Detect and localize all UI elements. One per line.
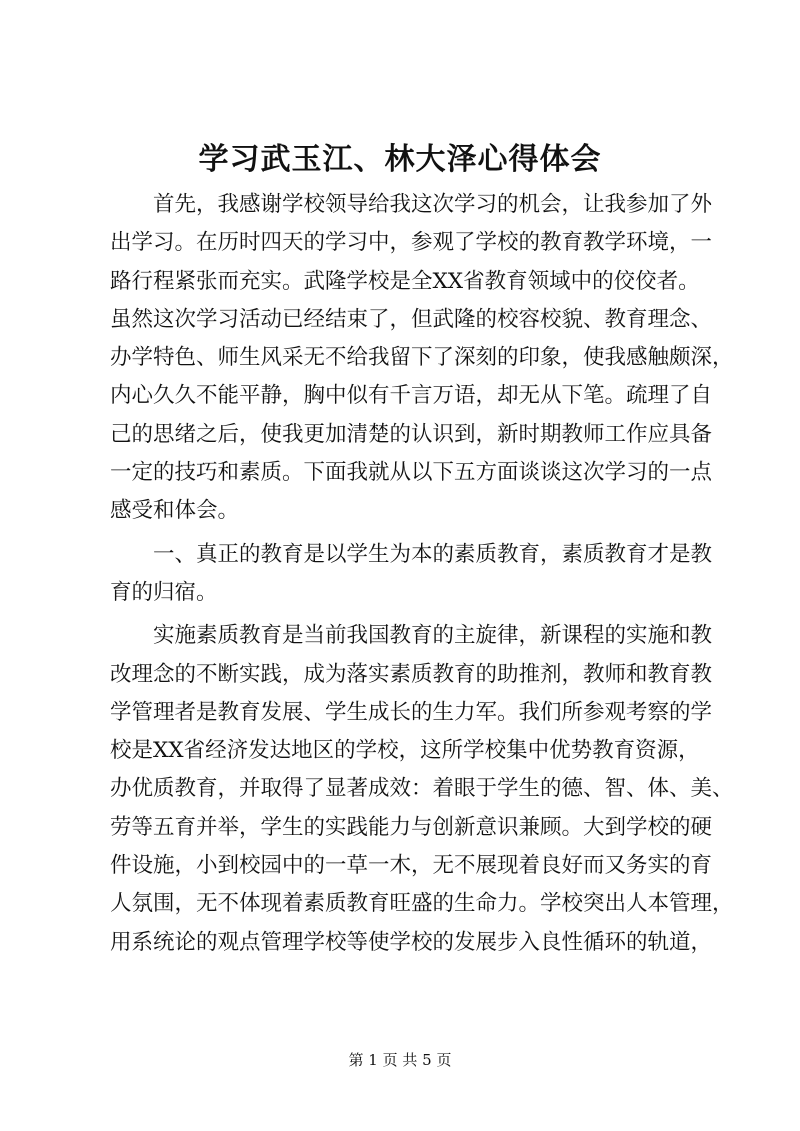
body-line: 办优质教育，并取得了显著成效：着眼于学生的德、智、体、美、 — [110, 776, 734, 802]
body-line: 己的思绪之后，使我更加清楚的认识到，新时期教师工作应具备 — [110, 421, 713, 447]
body-line: 出学习。在历时四天的学习中，参观了学校的教育教学环境，一 — [110, 230, 713, 256]
body-line: 育的归宿。 — [110, 579, 218, 605]
page-number-footer: 第 1 页 共 5 页 — [348, 1051, 452, 1069]
body-line: 改理念的不断实践，成为落实素质教育的助推剂，教师和教育教 — [110, 661, 713, 687]
body-line: 路行程紧张而充实。武隆学校是全XX省教育领域中的佼佼者。 — [110, 268, 700, 294]
document-body — [110, 186, 734, 962]
body-line: 办学特色、师生风采无不给我留下了深刻的印象，使我感触颇深， — [110, 345, 734, 371]
body-line: 校是XX省经济发达地区的学校，这所学校集中优势教育资源， — [110, 738, 700, 764]
body-line: 一定的技巧和素质。下面我就从以下五方面谈谈这次学习的一点 — [110, 460, 713, 486]
document-title: 学习武玉江、林大泽心得体会 — [198, 142, 602, 177]
body-line: 内心久久不能平静，胸中似有千言万语，却无从下笔。疏理了自 — [110, 383, 713, 409]
body-line: 感受和体会。 — [110, 498, 240, 524]
body-line: 件设施，小到校园中的一草一木，无不展现着良好而又务实的育 — [110, 853, 713, 879]
body-line: 实施素质教育是当前我国教育的主旋律，新课程的实施和教 — [153, 623, 713, 649]
body-line: 一、真正的教育是以学生为本的素质教育，素质教育才是教 — [153, 541, 713, 567]
body-line: 学管理者是教育发展、学生成长的生力军。我们所参观考察的学 — [110, 699, 713, 725]
body-line: 劳等五育并举，学生的实践能力与创新意识兼顾。大到学校的硬 — [110, 814, 713, 840]
body-line: 人氛围，无不体现着素质教育旺盛的生命力。学校突出人本管理， — [110, 891, 734, 917]
body-line: 用系统论的观点管理学校等使学校的发展步入良性循环的轨道， — [110, 929, 713, 955]
body-line: 虽然这次学习活动已经结束了，但武隆的校容校貌、教育理念、 — [110, 306, 713, 332]
body-line: 首先，我感谢学校领导给我这次学习的机会，让我参加了外 — [153, 192, 713, 217]
